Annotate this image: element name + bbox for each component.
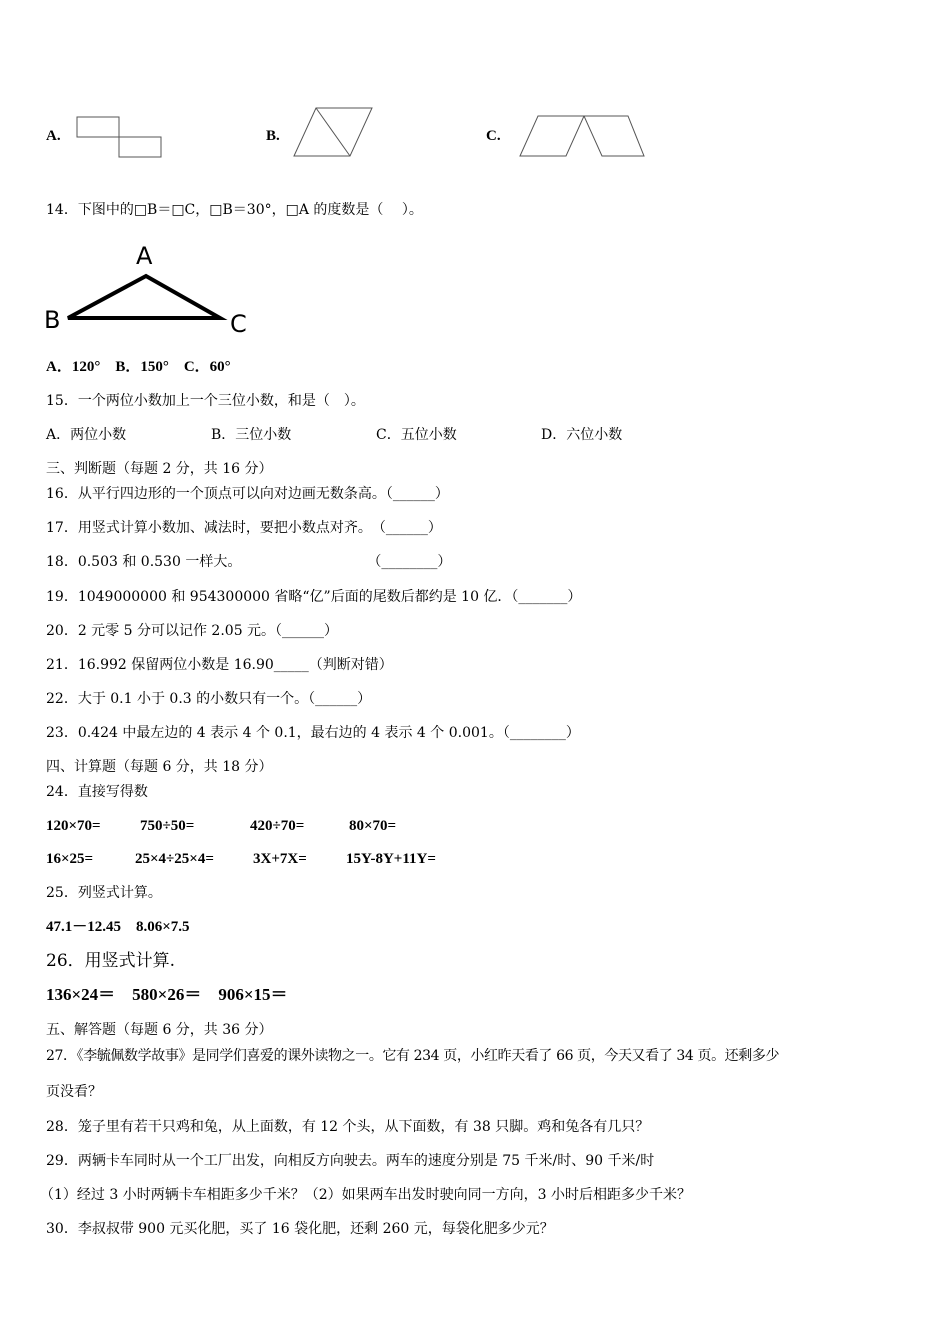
question-21: 21．16.992 保留两位小数是 16.90_____（判断对错） [46,657,393,673]
question-14: 14．下图中的□B＝□C，□B＝30°，□A 的度数是（ ）。 [46,202,423,218]
q15-option-a: A．两位小数 [46,427,127,443]
figure-b-parallelogram [292,106,378,160]
question-29-parts: （1）经过 3 小时两辆卡车相距多少千米？（2）如果两车出发时驶向同一方向，3 小时后相距多少千米？ [40,1187,691,1203]
triangle-abc [60,270,230,325]
q15-option-d: D．六位小数 [541,427,623,443]
calc-item: 15Y-8Y+11Y= [346,851,436,867]
question-24-title: 24．直接写得数 [46,784,148,800]
question-25-title: 25．列竖式计算。 [46,885,162,901]
calc-item: 16×25= [46,851,94,867]
question-23: 23．0.424 中最左边的 4 表示 4 个 0.1，最右边的 4 表示 4 个 0.001。（________） [46,725,580,741]
question-16: 16．从平行四边形的一个顶点可以向对边画无数条高。（______） [46,486,449,502]
question-17: 17．用竖式计算小数加、减法时，要把小数点对齐。 （______） [46,520,442,536]
question-27: 27．《李毓佩数学故事》是同学们喜爱的课外读物之一。它有 234 页，小红昨天看了 66 页，今天又看了 34 页。还剩多少 [46,1048,780,1064]
question-19: 19．1049000000 和 954300000 省略“亿”后面的尾数后都约是 10 亿．（_______） [46,589,582,605]
question-28: 28．笼子里有若干只鸡和兔，从上面数，有 12 个头，从下面数，有 38 只脚。鸡和兔各有几只？ [46,1119,650,1135]
option-a-label: A. [46,128,61,144]
section-3-heading: 三、判断题（每题 2 分，共 16 分） [46,461,273,477]
option-b-label: B. [266,128,280,144]
q15-option-c: C．五位小数 [376,427,457,443]
question-27-cont: 页没看？ [46,1084,102,1100]
question-18: 18．0.503 和 0.530 一样大。 （________） [46,554,452,570]
question-25-expressions: 47.1－12.45 8.06×7.5 [46,919,190,935]
section-4-heading: 四、计算题（每题 6 分，共 18 分） [46,759,273,775]
section-5-heading: 五、解答题（每题 6 分，共 36 分） [46,1022,273,1038]
q15-option-b: B．三位小数 [211,427,292,443]
vertex-label-c: C [230,310,247,338]
figure-a-two-rectangles [76,116,166,161]
question-26-title: 26．用竖式计算. [46,951,176,971]
question-26-expressions: 136×24＝ 580×26＝ 906×15＝ [46,985,288,1004]
figure-c-two-parallelograms [518,112,648,160]
question-22: 22．大于 0.1 小于 0.3 的小数只有一个。（______） [46,691,372,707]
calc-item: 750÷50= [140,818,195,834]
calc-item: 80×70= [349,818,397,834]
calc-item: 420÷70= [250,818,305,834]
vertex-label-b: B [44,306,61,334]
vertex-label-a: A [136,242,153,270]
calc-item: 3X+7X= [253,851,307,867]
question-15: 15．一个两位小数加上一个三位小数，和是（ ）。 [46,393,365,409]
question-29: 29．两辆卡车同时从一个工厂出发，向相反方向驶去。两车的速度分别是 75 千米/时、90 千米/时 [46,1153,655,1169]
calc-item: 25×4÷25×4= [135,851,214,867]
question-14-options: A．120° B．150° C．60° [46,359,231,375]
question-20: 20．2 元零 5 分可以记作 2.05 元。（______） [46,623,339,639]
option-c-label: C. [486,128,501,144]
question-30: 30．李叔叔带 900 元买化肥，买了 16 袋化肥，还剩 260 元，每袋化肥多少元？ [46,1221,554,1237]
calc-item: 120×70= [46,818,101,834]
